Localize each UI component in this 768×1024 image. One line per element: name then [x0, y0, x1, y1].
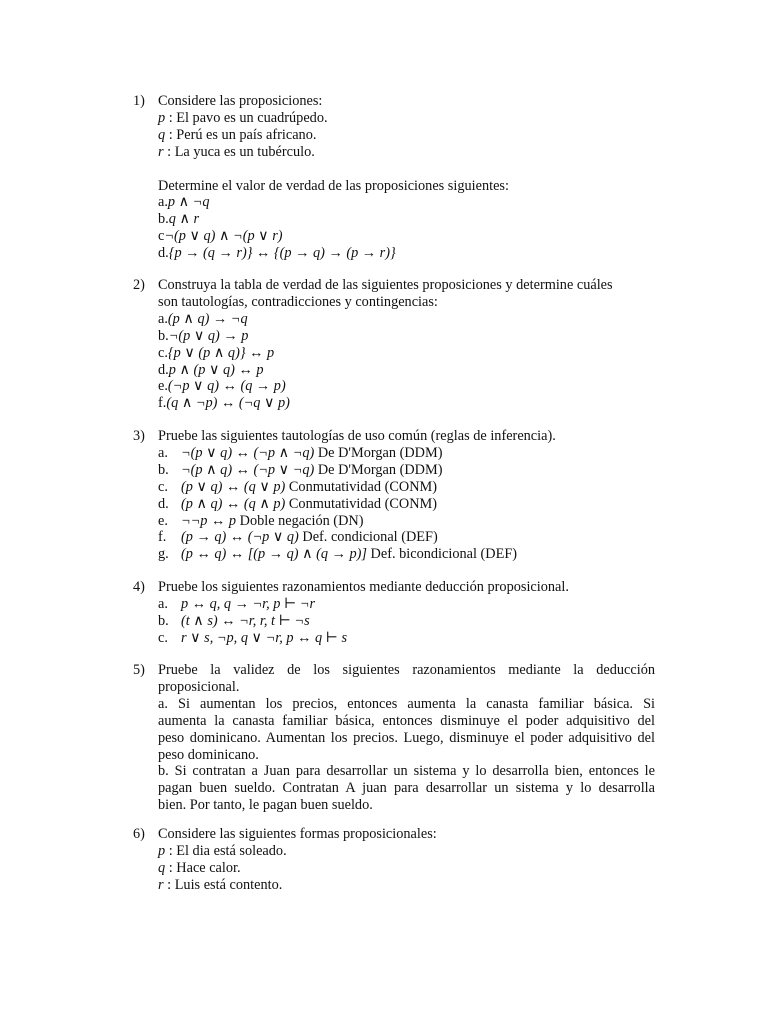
formula: (p ∨ q) ↔ (q ∨ p)	[181, 478, 286, 495]
proposition-text: : Hace calor.	[165, 859, 241, 876]
question-intro: Pruebe las siguientes tautologías de uso común (reglas de inferencia).	[158, 428, 556, 444]
question-intro: Considere las proposiciones:	[158, 93, 323, 109]
list-item	[158, 496, 655, 513]
item-label: f.	[158, 395, 167, 412]
question-intro: son tautologías, contradicciones y contingencias:	[158, 293, 438, 310]
formula: ¬(p ∨ q) ∧ ¬(p ∨ r)	[164, 228, 283, 245]
item-label: b.	[158, 612, 169, 629]
formula: (p ∧ q) ↔ (q ∧ p)	[181, 495, 286, 512]
list-item	[158, 311, 655, 328]
item-label: e.	[158, 512, 168, 529]
formula: {p ∨ (p ∧ q)} ↔ p	[167, 344, 275, 361]
formula: ¬¬p ↔ p	[181, 512, 237, 529]
proposition-text: : Perú es un país africano.	[165, 126, 317, 143]
rule-name: Conmutatividad (CONM)	[285, 495, 438, 512]
variable: q	[158, 859, 166, 876]
item-label: f.	[158, 529, 167, 546]
list-item	[158, 462, 655, 479]
question-body	[158, 428, 655, 563]
list-item	[158, 345, 655, 362]
question-number: 6)	[133, 826, 145, 842]
item-label: a.	[158, 595, 168, 612]
question-ask: Determine el valor de verdad de las proposiciones siguientes:	[158, 177, 509, 194]
list-item	[158, 630, 655, 647]
question-intro: Pruebe la validez de los siguientes razonamientos mediante la deducción	[158, 662, 655, 678]
proposition-text: : La yuca es un tubérculo.	[163, 143, 315, 160]
list-item	[158, 228, 655, 245]
item-label: a.	[158, 194, 168, 211]
rule-name: Def. condicional (DEF)	[298, 529, 438, 546]
paragraph-a-line: peso dominicano. Aumentan los precios. Luego, disminuye el poder adquisitivo del	[158, 729, 655, 746]
question-body	[158, 277, 655, 412]
question-number: 2)	[133, 277, 145, 293]
list-item	[158, 613, 655, 630]
formula: p ∧ ¬q	[167, 194, 210, 211]
paragraph-a-line: peso dominicano.	[158, 746, 259, 763]
formula: (¬p ∨ q) ↔ (q → p)	[167, 378, 286, 395]
variable: r	[158, 143, 164, 160]
question-number: 5)	[133, 662, 145, 678]
variable: p	[158, 109, 166, 126]
rule-name: Conmutatividad (CONM)	[285, 478, 438, 495]
list-item	[158, 211, 655, 228]
list-item	[158, 194, 655, 211]
question-intro: proposicional.	[158, 678, 240, 695]
item-label: b.	[158, 211, 169, 228]
formula: (q ∧ ¬p) ↔ (¬q ∨ p)	[166, 395, 290, 412]
item-label: g.	[158, 546, 169, 563]
list-item	[158, 596, 655, 613]
rule-name: Def. bicondicional (DEF)	[366, 546, 518, 563]
proposition-text: : El dia está soleado.	[165, 842, 287, 859]
list-item	[158, 395, 655, 412]
question-body	[158, 662, 655, 814]
item-label: d.	[158, 361, 169, 378]
formula: (p → q) ↔ (¬p ∨ q)	[181, 529, 299, 546]
list-item	[158, 529, 655, 546]
item-label: b.	[158, 327, 169, 344]
proposition-p	[158, 110, 655, 127]
paragraph-b-line: bien. Por tanto, le pagan buen sueldo.	[158, 797, 373, 814]
variable: r	[158, 876, 164, 893]
question-body	[158, 579, 655, 647]
formula: (t ∧ s) ↔ ¬r, r, t ⊢ ¬s	[181, 612, 310, 629]
paragraph-b-line: pagan buen sueldo. Contratan A juan para desarrollar un sistema y lo desarrolla	[158, 780, 655, 797]
list-item	[158, 546, 655, 563]
paragraph-a-line: a. Si aumentan los precios, entonces aumenta la canasta familiar básica. Si	[158, 695, 655, 712]
question-number: 4)	[133, 579, 145, 595]
rule-name: Doble negación (DN)	[236, 512, 364, 529]
variable: p	[158, 842, 166, 859]
question-intro: Pruebe los siguientes razonamientos mediante deducción proposicional.	[158, 579, 569, 595]
proposition-q	[158, 860, 655, 877]
list-item	[158, 362, 655, 379]
item-label: c	[158, 228, 165, 245]
formula: ¬(p ∨ q) ↔ (¬p ∧ ¬q)	[181, 444, 315, 461]
item-label: b.	[158, 461, 169, 478]
item-label: c.	[158, 344, 168, 361]
formula: p ↔ q, q → ¬r, p ⊢ ¬r	[181, 595, 316, 612]
formula: ¬(p ∨ q) → p	[168, 327, 249, 344]
question-intro: Considere las siguientes formas proposicionales:	[158, 826, 437, 842]
proposition-p	[158, 843, 655, 860]
list-item	[158, 245, 655, 262]
item-label: c.	[158, 629, 168, 646]
list-item	[158, 479, 655, 496]
formula: p ∧ (p ∨ q) ↔ p	[168, 361, 264, 378]
paragraph-b-line: b. Si contratan a Juan para desarrollar un sistema y lo desarrolla bien, entonces le	[158, 763, 655, 780]
list-item	[158, 445, 655, 462]
paragraph-a-line: aumenta la canasta familiar básica, entonces disminuye el poder adquisitivo del	[158, 712, 655, 729]
proposition-q	[158, 127, 655, 144]
formula: (p ∧ q) → ¬q	[167, 310, 248, 327]
formula: (p ↔ q) ↔ [(p → q) ∧ (q → p)]	[181, 546, 367, 563]
rule-name: De D'Morgan (DDM)	[314, 461, 443, 478]
list-item	[158, 328, 655, 345]
item-label: e.	[158, 378, 168, 395]
variable: q	[158, 126, 166, 143]
question-body	[158, 826, 655, 894]
item-label: d.	[158, 245, 169, 262]
formula: ¬(p ∧ q) ↔ (¬p ∨ ¬q)	[181, 461, 315, 478]
item-label: d.	[158, 495, 169, 512]
item-label: a.	[158, 444, 168, 461]
spacer	[158, 161, 655, 178]
question-number: 1)	[133, 93, 145, 109]
proposition-r	[158, 144, 655, 161]
proposition-text: : El pavo es un cuadrúpedo.	[165, 109, 328, 126]
formula: {p → (q → r)} ↔ {(p → q) → (p → r)}	[168, 245, 396, 262]
item-label: c.	[158, 478, 168, 495]
question-intro: Construya la tabla de verdad de las siguientes proposiciones y determine cuáles	[158, 277, 613, 293]
list-item	[158, 513, 655, 530]
question-number: 3)	[133, 428, 145, 444]
item-label: a.	[158, 310, 168, 327]
proposition-r	[158, 877, 655, 894]
formula: r ∨ s, ¬p, q ∨ ¬r, p ↔ q ⊢ s	[181, 629, 348, 646]
list-item	[158, 378, 655, 395]
formula: q ∧ r	[168, 211, 200, 228]
proposition-text: : Luis está contento.	[163, 876, 283, 893]
question-body	[158, 93, 655, 262]
rule-name: De D'Morgan (DDM)	[314, 444, 443, 461]
